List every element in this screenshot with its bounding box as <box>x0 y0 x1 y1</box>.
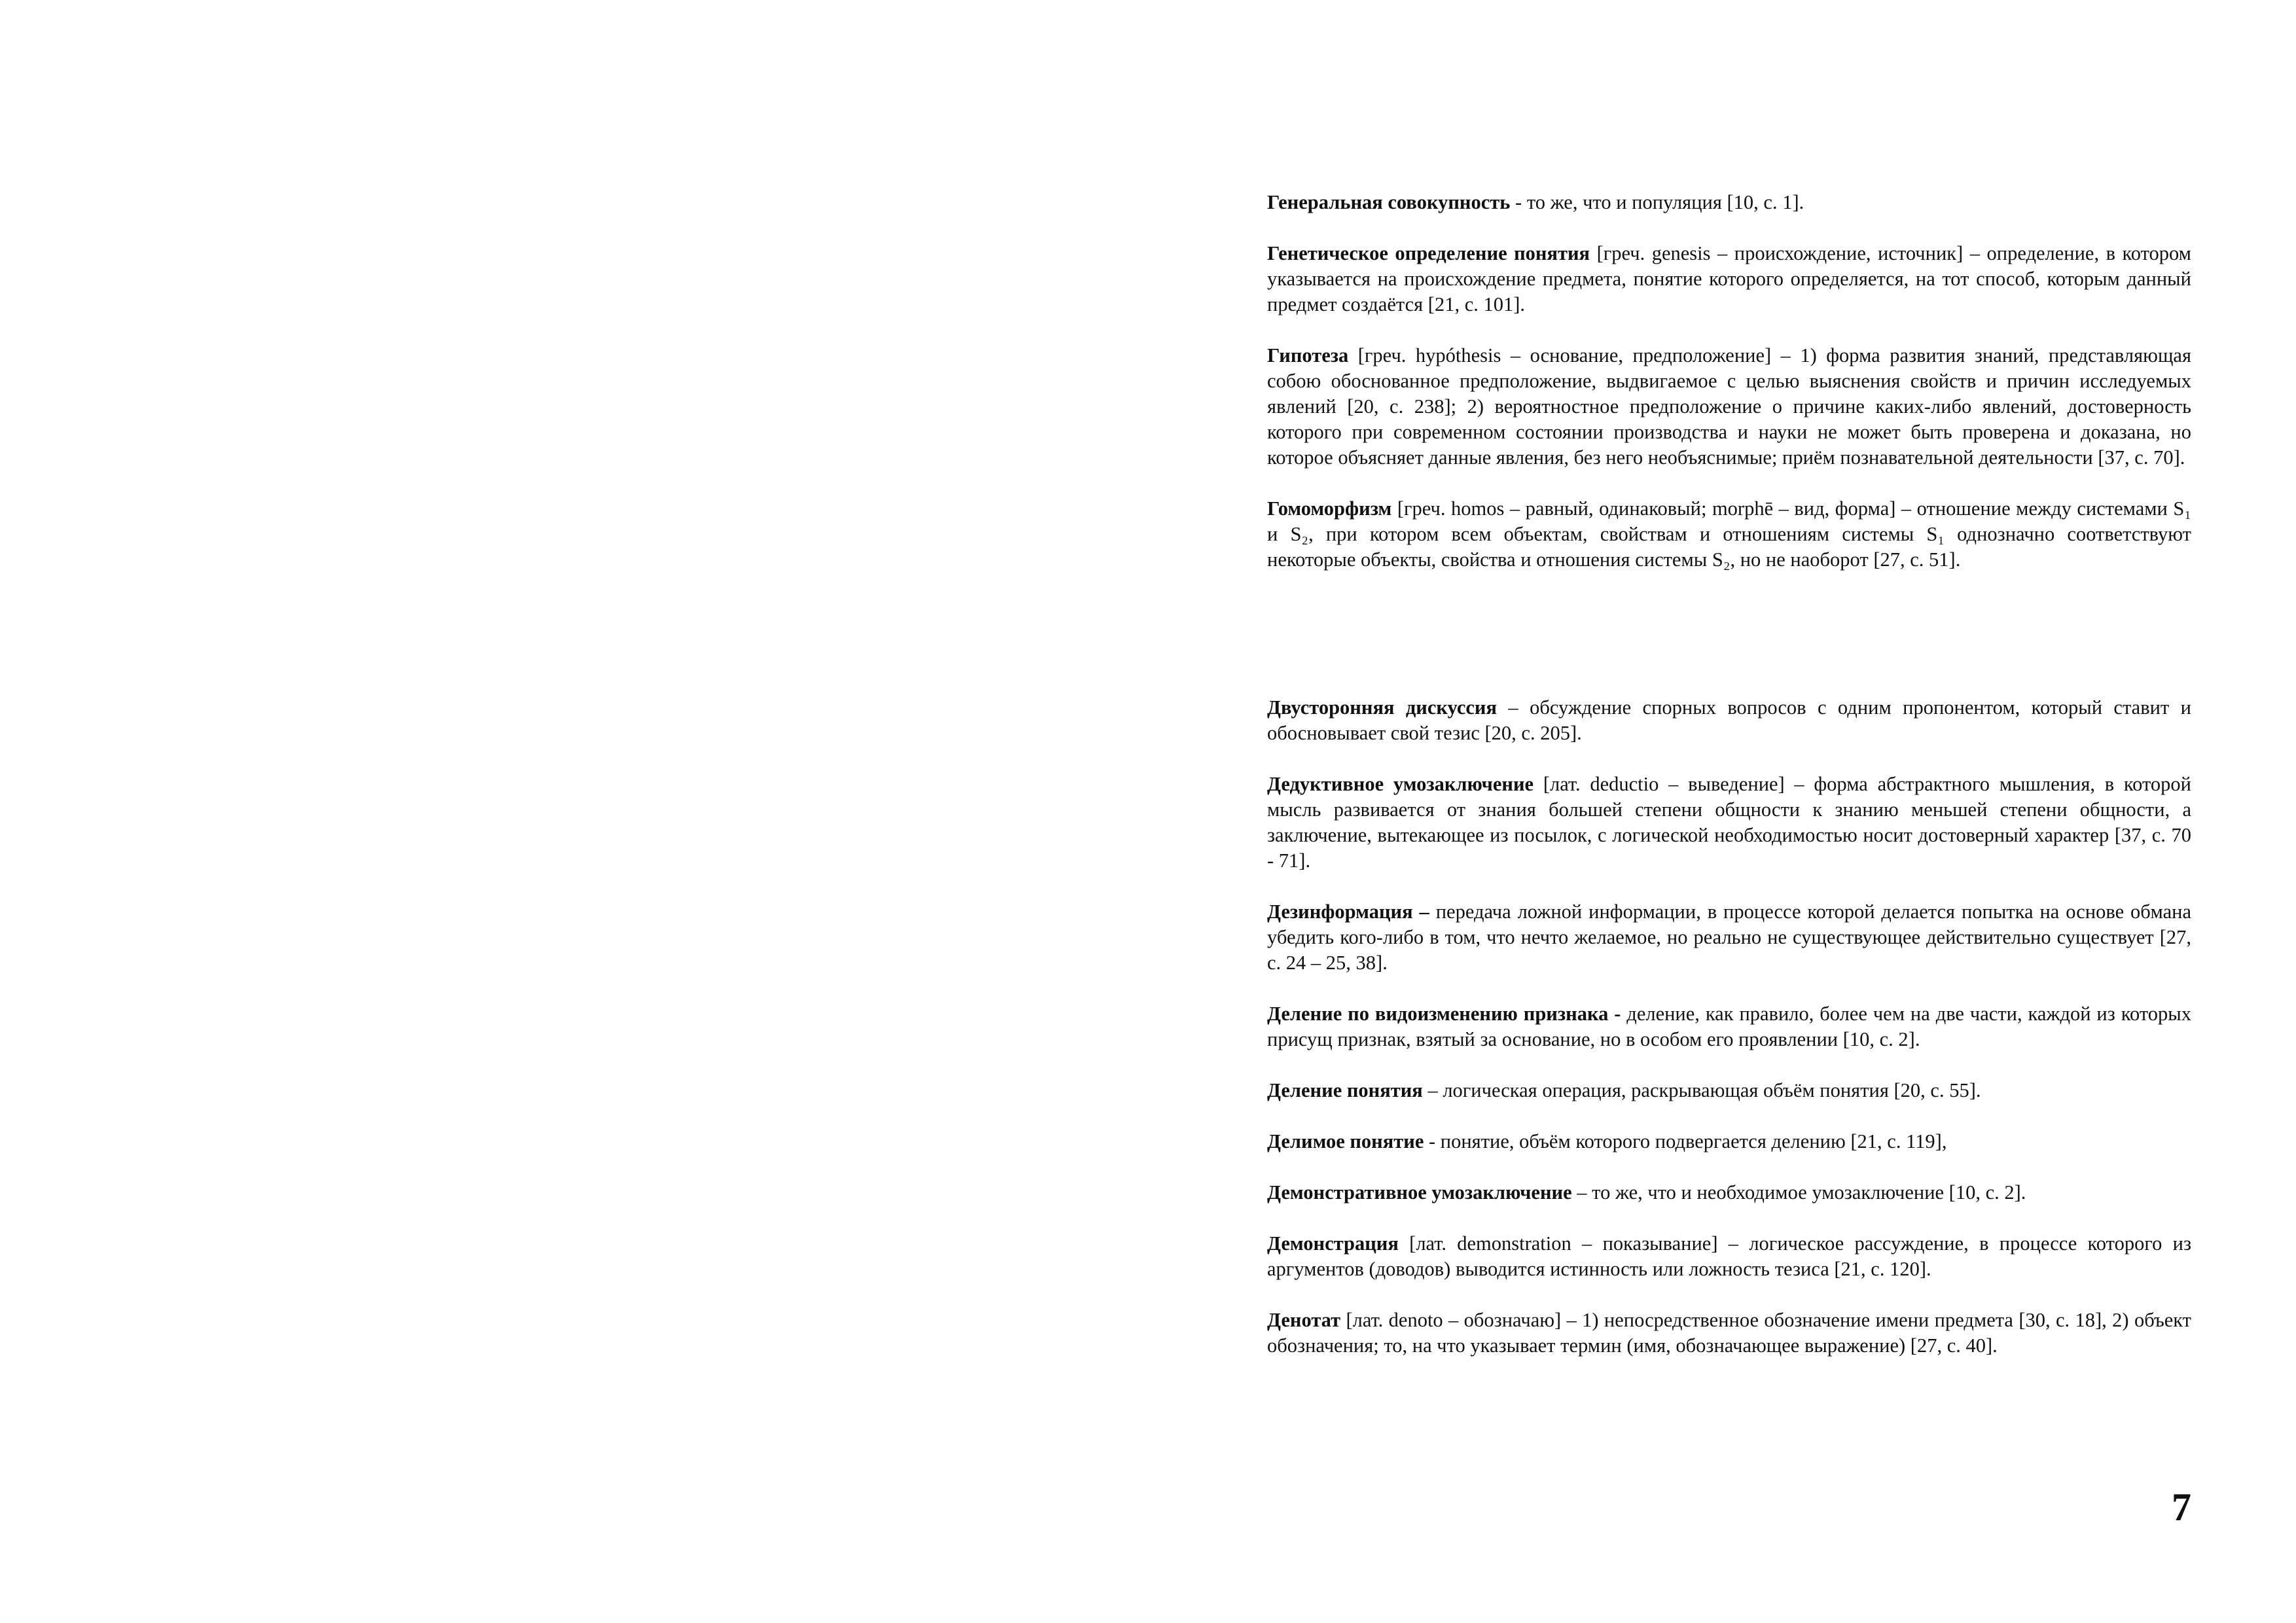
glossary-entry <box>1267 241 2191 317</box>
entry-definition: [лат. demonstration – показывание] – логическое рассуждение, в процессе которого из аргументов (доводов) выводится истинность или ложность тезиса [21, с. 120]. <box>1267 1232 2191 1280</box>
entry-separator <box>1534 773 1543 795</box>
glossary-entry <box>1267 1001 2191 1052</box>
page-number: 7 <box>2172 1486 2191 1529</box>
entry-term: Двусторонняя дискуссия <box>1267 696 1497 719</box>
entry-definition: деление, как правило, более чем на две части, каждой из которых присущ признак, взятый за основание, но в особом его проявлении [10, с. 2]. <box>1267 1003 2191 1050</box>
entry-separator <box>1399 1232 1409 1255</box>
entry-separator: – <box>1422 1079 1443 1101</box>
entry-definition: [греч. homos – равный, одинаковый; morphē – вид, форма] – отношение между системами S₁ и S₂, при котором всем объектам, свойствам и отношениям системы S₁ однозначно соответствуют некоторые объекты, свойства и отношения системы S₂, но не наоборот [27, с. 51]. <box>1267 497 2191 571</box>
entry-term: Делимое понятие <box>1267 1130 1424 1152</box>
entry-definition: передача ложной информации, в процессе которой делается попытка на основе обмана убедить кого-либо в том, что нечто желаемое, но реально не существующее действительно существует [27, с. 24 – 25, 38]. <box>1267 901 2191 974</box>
entry-separator <box>1340 1309 1346 1331</box>
entry-definition: [греч. genesis – происхождение, источник] – определение, в котором указывается на происхождение предмета, понятие которого определяется, на тот способ, которым данный предмет создаётся [21, с. 101]. <box>1267 242 2191 315</box>
glossary-entry <box>1267 1180 2191 1205</box>
entry-separator: – <box>1571 1181 1592 1204</box>
entry-definition: то же, что и популяция [10, с. 1]. <box>1526 191 1804 213</box>
entry-term: Деление по видоизменению признака - <box>1267 1003 1621 1025</box>
glossary-entry <box>1267 772 2191 874</box>
entry-separator: - <box>1424 1130 1441 1152</box>
glossary-entry <box>1267 1231 2191 1282</box>
entry-separator <box>1429 901 1436 923</box>
entry-definition: обсуждение спорных вопросов с одним пропонентом, который ставит и обосновывает свой тезис [20, с. 205]. <box>1267 696 2191 744</box>
entry-separator <box>1391 497 1397 520</box>
entry-term: Дедуктивное умозаключение <box>1267 773 1534 795</box>
glossary-entry <box>1267 1078 2191 1103</box>
glossary-entry <box>1267 899 2191 976</box>
entry-separator <box>1348 344 1357 366</box>
entry-separator <box>1621 1003 1626 1025</box>
entry-term: Денотат <box>1267 1309 1341 1331</box>
entry-separator: – <box>1497 696 1530 719</box>
glossary-entry <box>1267 343 2191 471</box>
entry-definition: понятие, объём которого подвергается делению [21, с. 119], <box>1440 1130 1947 1152</box>
entry-term: Генетическое определение понятия <box>1267 242 1590 264</box>
entry-term: Генеральная совокупность <box>1267 191 1511 213</box>
entry-term: Деление понятия <box>1267 1079 1423 1101</box>
entry-definition: [лат. denoto – обозначаю] – 1) непосредственное обозначение имени предмета [30, с. 18], 2) объект обозначения; то, на что указывает термин (имя, обозначающее выражение) [27, с. 40]. <box>1267 1309 2192 1357</box>
glossary-entry <box>1267 496 2191 573</box>
entry-definition: [греч. hypóthesis – основание, предположение] – 1) форма развития знаний, представляющая собою обоснованное предположение, выдвигаемое с целью выяснения свойств и причин исследуемых явлений [20, с. 238]; 2) вероятностное предположение о причине каких-либо явлений, достоверность которого при современном состоянии производства и науки не может быть проверена и доказана, но которое объясняет данные явления, без него необъяснимые; приём познавательной деятельности [37, с. 70]. <box>1267 344 2191 469</box>
entry-term: Гомоморфизм <box>1267 497 1392 520</box>
glossary-entry <box>1267 190 2191 215</box>
glossary-section-g <box>1267 190 2191 598</box>
entry-definition: [лат. deductio – выведение] – форма абстрактного мышления, в которой мысль развивается от знания большей степени общности к знанию меньшей степени общности, а заключение, вытекающее из посылок, с логической необходимостью носит достоверный характер [37, с. 70 - 71]. <box>1267 773 2191 872</box>
entry-term: Демонстративное умозаключение <box>1267 1181 1572 1204</box>
glossary-section-d <box>1267 695 2191 1384</box>
entry-term: Демонстрация <box>1267 1232 1399 1255</box>
glossary-entry <box>1267 1308 2191 1359</box>
entry-term: Дезинформация – <box>1267 901 1429 923</box>
entry-separator <box>1590 242 1597 264</box>
entry-term: Гипотеза <box>1267 344 1349 366</box>
glossary-entry <box>1267 695 2191 746</box>
glossary-entry <box>1267 1129 2191 1154</box>
entry-definition: логическая операция, раскрывающая объём понятия [20, с. 55]. <box>1443 1079 1981 1101</box>
entry-separator: - <box>1510 191 1527 213</box>
entry-definition: то же, что и необходимое умозаключение [10, с. 2]. <box>1592 1181 2026 1204</box>
